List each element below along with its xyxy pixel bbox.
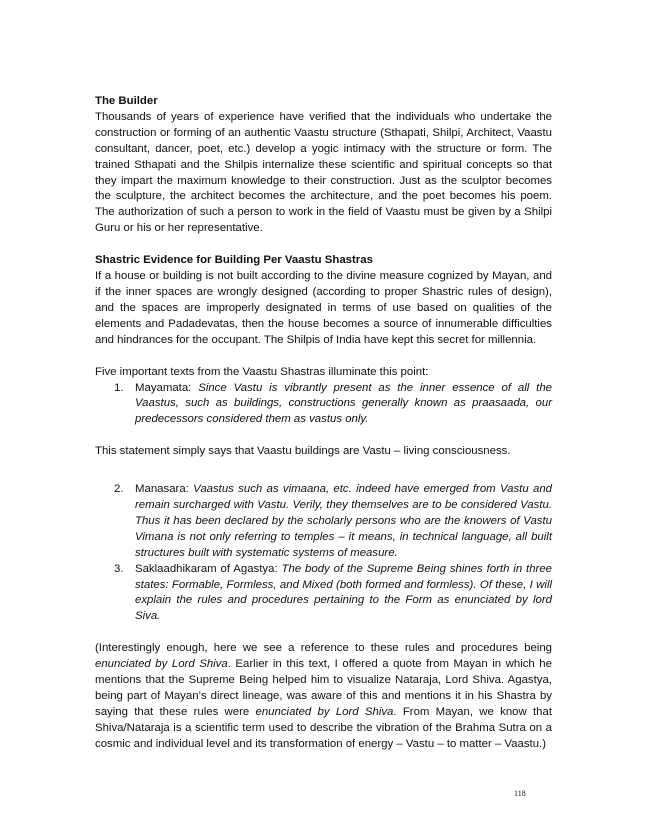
list-item	[95, 482, 552, 562]
page-number: 118	[514, 789, 526, 798]
shastric-evidence-paragraph: If a house or building is not built according to the divine measure cognized by Mayan, and if the inner spaces are wrongly designed (according to proper Shastric rules of design), and the spaces are improperly designated in terms of use based on qualities of the elements and Padadevatas, then the house becomes a source of innumerable difficulties and hindrances for the occupant. The Shilpis of India have kept this secret for millennia.	[95, 270, 552, 346]
statement-paragraph: This statement simply says that Vaastu buildings are Vastu – living consciousness.	[95, 445, 511, 458]
closing-emphasis-2: enunciated by Lord Shiva	[255, 705, 394, 718]
list-quote: The body of the Supreme Being shines forth in three states: Formable, Formless, and Mixed (both formed and formless). Of these, I will explain the rules and procedures pertaining to the Form as enunciated by lord Siva.	[135, 562, 553, 623]
texts-list-part-2	[95, 482, 552, 625]
list-number: 2.	[114, 483, 124, 496]
section-heading-builder: The Builder	[95, 95, 158, 107]
closing-text-3: . From Mayan, we know that Shiva/Nataraja is a scientific term used to describe the vibration of the Brahma Sutra on a cosmic and individual level and its transformation of energy – Vastu – to matter – Vaastu.)	[95, 705, 552, 750]
list-source: Saklaadhikaram of Agastya:	[135, 562, 278, 575]
list-item	[95, 381, 552, 429]
section-heading-shastric-evidence: Shastric Evidence for Building Per Vaastu Shastras	[95, 254, 373, 267]
closing-text-2: . Earlier in this text, I offered a quote from Mayan in which he mentions that the Supreme Being helped him to visualize Nataraja, Lord Shiva. Agastya, being part of Mayan’s direct lineage, was aware of this and mentions it in his Shastra by saying that these rules were	[95, 658, 552, 718]
closing-emphasis-1: enunciated by Lord Shiva	[95, 658, 228, 671]
closing-text-1: (Interestingly enough, here we see a reference to these rules and procedures being	[95, 642, 552, 655]
texts-intro: Five important texts from the Vaastu Shastras illuminate this point:	[95, 365, 429, 378]
list-source: Mayamata:	[135, 381, 192, 394]
list-number: 1.	[114, 381, 124, 394]
builder-paragraph: Thousands of years of experience have verified that the individuals who undertake the construction or forming of an authentic Vaastu structure (Sthapati, Shilpi, Architect, Vaastu consultant, dancer, poet, etc.) develop a yogic intimacy with the structure or form. The trained Sthapati and the Shilpis internalize these scientific and spiritual concepts so that they impart the maximum knowledge to their construction. Just as the sculptor becomes the sculpture, the architect becomes the architecture, and the poet becomes his poem. The authorization of such a person to work in the field of Vaastu must be given by a Shilpi Guru or his or her representative.	[95, 110, 552, 235]
document-page	[95, 94, 552, 753]
list-item	[95, 562, 552, 626]
texts-list-part-1	[95, 381, 552, 429]
list-quote: Vaastus such as vimaana, etc. indeed have emerged from Vastu and remain surcharged with Vastu. Verily, they themselves are to be considered Vastu. Thus it has been declared by the scholarly persons who are the knowers of Vastu Vimana is not only referring to temples – it means, in technical language, all built structures built with systematic systems of measure.	[135, 483, 552, 559]
list-number: 3.	[114, 562, 124, 575]
list-quote: Since Vastu is vibrantly present as the inner essence of all the Vaastus, such as buildings, constructions generally known as praasaada, our predecessors considered them as vastus only.	[135, 381, 552, 426]
closing-paragraph	[95, 641, 552, 752]
list-source: Manasara:	[135, 483, 189, 496]
